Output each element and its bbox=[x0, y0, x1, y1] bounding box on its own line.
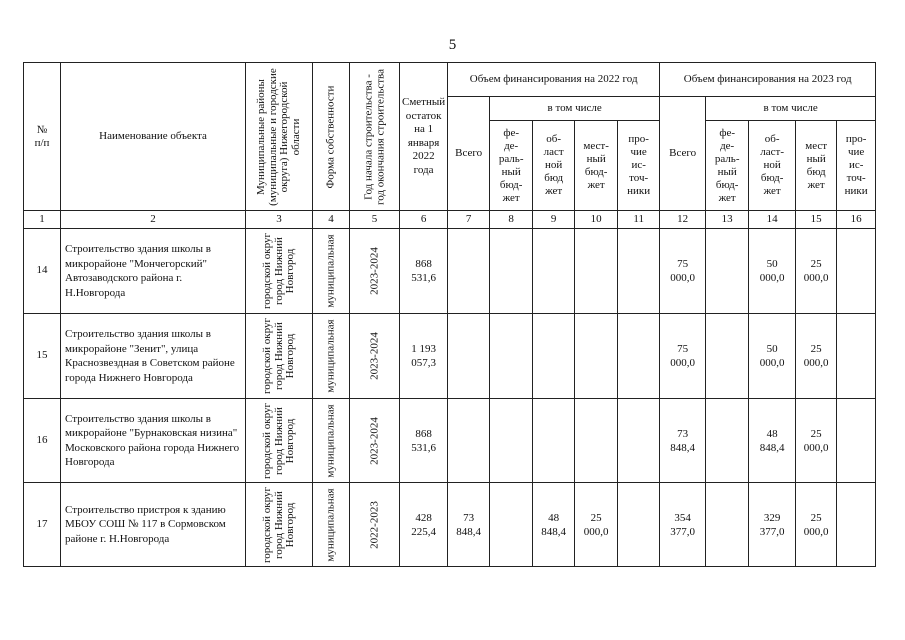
f22-regional bbox=[533, 314, 575, 399]
header-funding-2022: Объем финансирования на 2022 год bbox=[448, 63, 660, 97]
f23-local: 25 000,0 bbox=[796, 229, 837, 314]
header-2022-including: в том числе bbox=[490, 97, 660, 121]
object-name: Строительство здания школы в микрорайоне "Зенит", улица Краснозвездная в Советском районе города Нижнего Новгорода bbox=[61, 314, 246, 399]
ownership-cell bbox=[313, 399, 350, 483]
district-cell bbox=[246, 314, 313, 399]
header-years-text: Год начала строительства - год окончания строительства bbox=[362, 68, 386, 205]
years-text: 2022-2023 bbox=[367, 500, 380, 549]
f23-total: 75 000,0 bbox=[660, 229, 706, 314]
col-number: 14 bbox=[749, 211, 796, 229]
header-2023-regional: об- ласт- ной бюд- жет bbox=[749, 121, 796, 211]
district-text: городской округ город Нижний Новгород bbox=[260, 317, 296, 395]
object-name: Строительство здания школы в микрорайоне "Мончегорский" Автозаводского района г. Н.Новгорода bbox=[61, 229, 246, 314]
f22-local: 25 000,0 bbox=[575, 483, 618, 567]
f23-local: 25 000,0 bbox=[796, 314, 837, 399]
f23-regional: 329 377,0 bbox=[749, 483, 796, 567]
f22-regional bbox=[533, 399, 575, 483]
ownership-text: муниципальная bbox=[324, 487, 337, 562]
header-2022-other: про- чие ис- точ- ники bbox=[618, 121, 660, 211]
f23-other bbox=[837, 314, 876, 399]
f22-local bbox=[575, 314, 618, 399]
header-2023-local: мест ный бюд жет bbox=[796, 121, 837, 211]
object-name: Строительство пристроя к зданию МБОУ СОШ № 117 в Сормовском районе г. Н.Новгорода bbox=[61, 483, 246, 567]
table-row bbox=[24, 399, 876, 483]
funding-table bbox=[23, 62, 876, 567]
row-num: 14 bbox=[24, 229, 61, 314]
header-2022-local: мест- ный бюд- жет bbox=[575, 121, 618, 211]
district-cell bbox=[246, 399, 313, 483]
district-text: городской округ город Нижний Новгород bbox=[260, 232, 296, 310]
header-2022-federal: фе- де- раль- ный бюд- жет bbox=[490, 121, 533, 211]
table-row bbox=[24, 314, 876, 399]
years-text: 2023-2024 bbox=[367, 416, 380, 465]
balance-value: 868 531,6 bbox=[400, 399, 448, 483]
header-district-text: Муниципальные районы (муниципальные и городские округа) Нижегородской области bbox=[255, 67, 302, 206]
years-text: 2023-2024 bbox=[367, 332, 380, 380]
row-num: 16 bbox=[24, 399, 61, 483]
header-ownership bbox=[313, 63, 350, 211]
header-2022-regional: об- ласт ной бюд жет bbox=[533, 121, 575, 211]
f23-federal bbox=[706, 229, 749, 314]
column-number-row bbox=[24, 211, 876, 229]
f22-federal bbox=[490, 483, 533, 567]
ownership-cell bbox=[313, 229, 350, 314]
ownership-text: муниципальная bbox=[324, 403, 337, 478]
f23-regional: 50 000,0 bbox=[749, 229, 796, 314]
ownership-cell bbox=[313, 483, 350, 567]
col-number: 9 bbox=[533, 211, 575, 229]
balance-value: 1 193 057,3 bbox=[400, 314, 448, 399]
years-text: 2023-2024 bbox=[367, 247, 380, 295]
col-number: 8 bbox=[490, 211, 533, 229]
years-cell bbox=[350, 483, 400, 567]
object-name: Строительство здания школы в микрорайоне "Бурнаковская низина" Московского района города Нижнего Новгорода bbox=[61, 399, 246, 483]
col-number: 6 bbox=[400, 211, 448, 229]
header-district bbox=[246, 63, 313, 211]
f23-regional: 50 000,0 bbox=[749, 314, 796, 399]
col-number: 2 bbox=[61, 211, 246, 229]
years-cell bbox=[350, 229, 400, 314]
years-cell bbox=[350, 314, 400, 399]
f22-other bbox=[618, 229, 660, 314]
header-2023-total: Всего bbox=[660, 97, 706, 211]
f23-federal bbox=[706, 314, 749, 399]
district-text: городской округ город Нижний Новгород bbox=[260, 402, 296, 479]
header-2023-other: про- чие ис- точ- ники bbox=[837, 121, 876, 211]
header-balance: Сметный остаток на 1 января 2022 года bbox=[400, 63, 448, 211]
f23-other bbox=[837, 399, 876, 483]
header-2023-including: в том числе bbox=[706, 97, 876, 121]
col-number: 1 bbox=[24, 211, 61, 229]
page-number: 5 bbox=[448, 37, 457, 53]
district-cell bbox=[246, 483, 313, 567]
header-2022-total: Всего bbox=[448, 97, 490, 211]
f23-total: 73 848,4 bbox=[660, 399, 706, 483]
f23-local: 25 000,0 bbox=[796, 399, 837, 483]
header-num: № п/п bbox=[24, 63, 61, 211]
f23-federal bbox=[706, 399, 749, 483]
balance-value: 868 531,6 bbox=[400, 229, 448, 314]
f22-federal bbox=[490, 314, 533, 399]
balance-value: 428 225,4 bbox=[400, 483, 448, 567]
f22-total bbox=[448, 229, 490, 314]
col-number: 13 bbox=[706, 211, 749, 229]
row-num: 17 bbox=[24, 483, 61, 567]
f22-other bbox=[618, 483, 660, 567]
f22-total bbox=[448, 399, 490, 483]
table-row bbox=[24, 483, 876, 567]
years-cell bbox=[350, 399, 400, 483]
table-row bbox=[24, 229, 876, 314]
district-cell bbox=[246, 229, 313, 314]
district-text: городской округ город Нижний Новгород bbox=[260, 486, 296, 563]
col-number: 10 bbox=[575, 211, 618, 229]
f23-other bbox=[837, 483, 876, 567]
f22-total bbox=[448, 314, 490, 399]
f22-other bbox=[618, 314, 660, 399]
col-number: 16 bbox=[837, 211, 876, 229]
col-number: 11 bbox=[618, 211, 660, 229]
row-num: 15 bbox=[24, 314, 61, 399]
f22-federal bbox=[490, 229, 533, 314]
f23-other bbox=[837, 229, 876, 314]
ownership-text: муниципальная bbox=[324, 319, 337, 393]
f22-other bbox=[618, 399, 660, 483]
col-number: 3 bbox=[246, 211, 313, 229]
header-years bbox=[350, 63, 400, 211]
col-number: 15 bbox=[796, 211, 837, 229]
ownership-text: муниципальная bbox=[324, 234, 337, 308]
f22-regional: 48 848,4 bbox=[533, 483, 575, 567]
col-number: 7 bbox=[448, 211, 490, 229]
f23-total: 354 377,0 bbox=[660, 483, 706, 567]
header-name: Наименование объекта bbox=[61, 63, 246, 211]
ownership-cell bbox=[313, 314, 350, 399]
header-2023-federal: фе- де- раль- ный бюд- жет bbox=[706, 121, 749, 211]
col-number: 4 bbox=[313, 211, 350, 229]
f23-federal bbox=[706, 483, 749, 567]
f22-total: 73 848,4 bbox=[448, 483, 490, 567]
col-number: 5 bbox=[350, 211, 400, 229]
f22-regional bbox=[533, 229, 575, 314]
f22-local bbox=[575, 399, 618, 483]
col-number: 12 bbox=[660, 211, 706, 229]
f23-total: 75 000,0 bbox=[660, 314, 706, 399]
f23-local: 25 000,0 bbox=[796, 483, 837, 567]
f22-federal bbox=[490, 399, 533, 483]
f23-regional: 48 848,4 bbox=[749, 399, 796, 483]
header-funding-2023: Объем финансирования на 2023 год bbox=[660, 63, 876, 97]
header-ownership-text: Форма собственности bbox=[324, 85, 337, 188]
f22-local bbox=[575, 229, 618, 314]
